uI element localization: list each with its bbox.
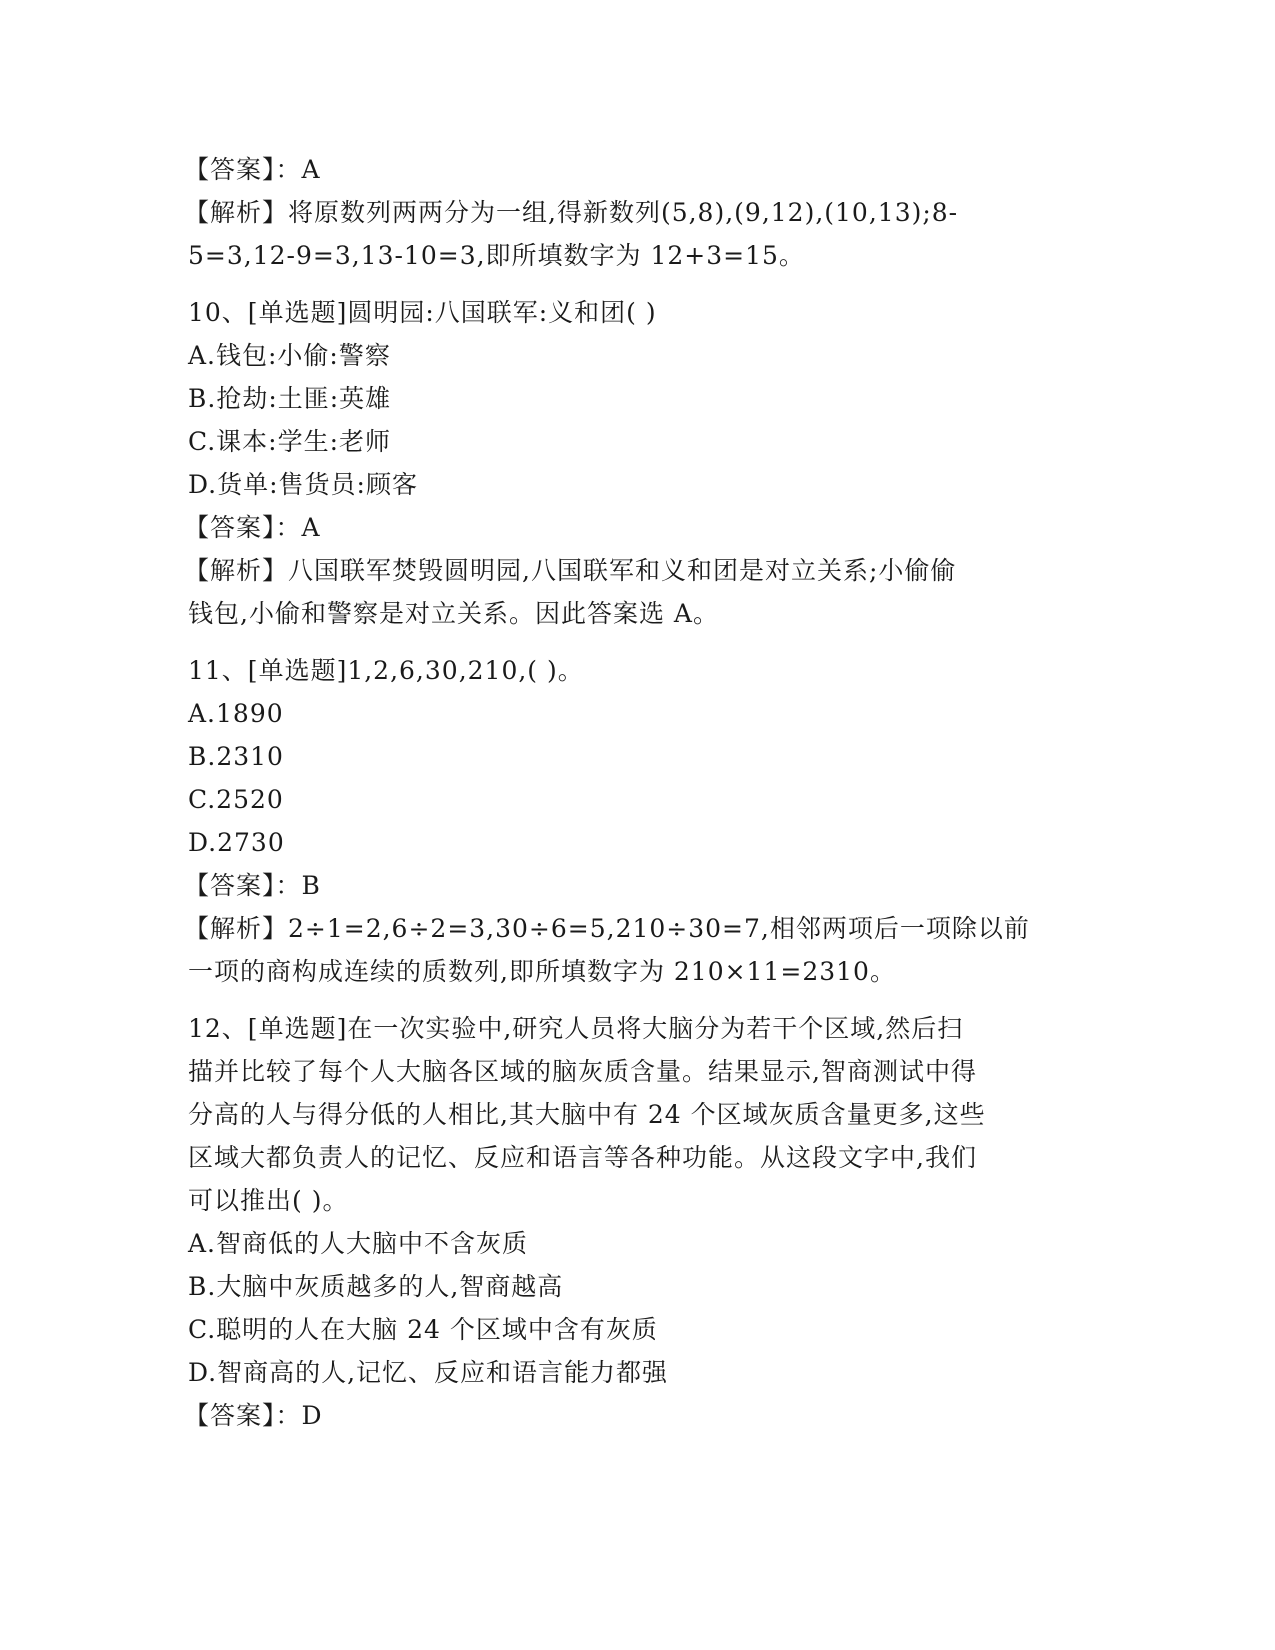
q10-option-a: A.钱包:小偷:警察 bbox=[188, 341, 391, 370]
q10-option-c: C.课本:学生:老师 bbox=[188, 427, 392, 456]
q10-answer: 【答案】：A bbox=[184, 513, 321, 542]
q11-analysis-line-2: 一项的商构成连续的质数列,即所填数字为 210×11=2310。 bbox=[188, 957, 896, 986]
q9-answer: 【答案】：A bbox=[184, 155, 321, 184]
q11-option-c: C.2520 bbox=[188, 785, 284, 814]
document-page bbox=[184, 148, 1088, 1437]
q12-option-c: C.聪明的人在大脑 24 个区域中含有灰质 bbox=[188, 1315, 658, 1344]
q9-analysis-line-2: 5=3,12-9=3,13-10=3,即所填数字为 12+3=15。 bbox=[188, 241, 805, 270]
q12-stem-line-1: 12、[单选题]在一次实验中,研究人员将大脑分为若干个区域,然后扫 bbox=[188, 1014, 964, 1043]
q12-stem-line-5: 可以推出( )。 bbox=[188, 1186, 349, 1215]
q10-analysis-line-2: 钱包,小偷和警察是对立关系。因此答案选 A。 bbox=[188, 599, 719, 628]
q12-option-a: A.智商低的人大脑中不含灰质 bbox=[188, 1229, 529, 1258]
q12-option-d: D.智商高的人,记忆、反应和语言能力都强 bbox=[188, 1358, 669, 1387]
q11-stem: 11、[单选题]1,2,6,30,210,( )。 bbox=[188, 656, 584, 685]
q10-analysis-line-1: 【解析】八国联军焚毁圆明园,八国联军和义和团是对立关系;小偷偷 bbox=[184, 556, 957, 585]
q11-option-d: D.2730 bbox=[188, 828, 285, 857]
q12-stem-line-4: 区域大都负责人的记忆、反应和语言等各种功能。从这段文字中,我们 bbox=[188, 1143, 977, 1172]
q11-option-a: A.1890 bbox=[188, 699, 284, 728]
q11-option-b: B.2310 bbox=[188, 742, 284, 771]
q10-stem: 10、[单选题]圆明园:八国联军:义和团( ) bbox=[188, 298, 657, 327]
q10-option-b: B.抢劫:土匪:英雄 bbox=[188, 384, 392, 413]
q11-answer: 【答案】：B bbox=[184, 871, 321, 900]
q10-option-d: D.货单:售货员:顾客 bbox=[188, 470, 418, 499]
q9-analysis-line-1: 【解析】将原数列两两分为一组,得新数列(5,8),(9,12),(10,13);8- bbox=[184, 198, 959, 227]
q12-option-b: B.大脑中灰质越多的人,智商越高 bbox=[188, 1272, 564, 1301]
q12-stem-line-3: 分高的人与得分低的人相比,其大脑中有 24 个区域灰质含量更多,这些 bbox=[188, 1100, 986, 1129]
q11-analysis-line-1: 【解析】2÷1=2,6÷2=3,30÷6=5,210÷30=7,相邻两项后一项除以前 bbox=[184, 914, 1030, 943]
q12-answer: 【答案】：D bbox=[184, 1401, 323, 1430]
q12-stem-line-2: 描并比较了每个人大脑各区域的脑灰质含量。结果显示,智商测试中得 bbox=[188, 1057, 977, 1086]
